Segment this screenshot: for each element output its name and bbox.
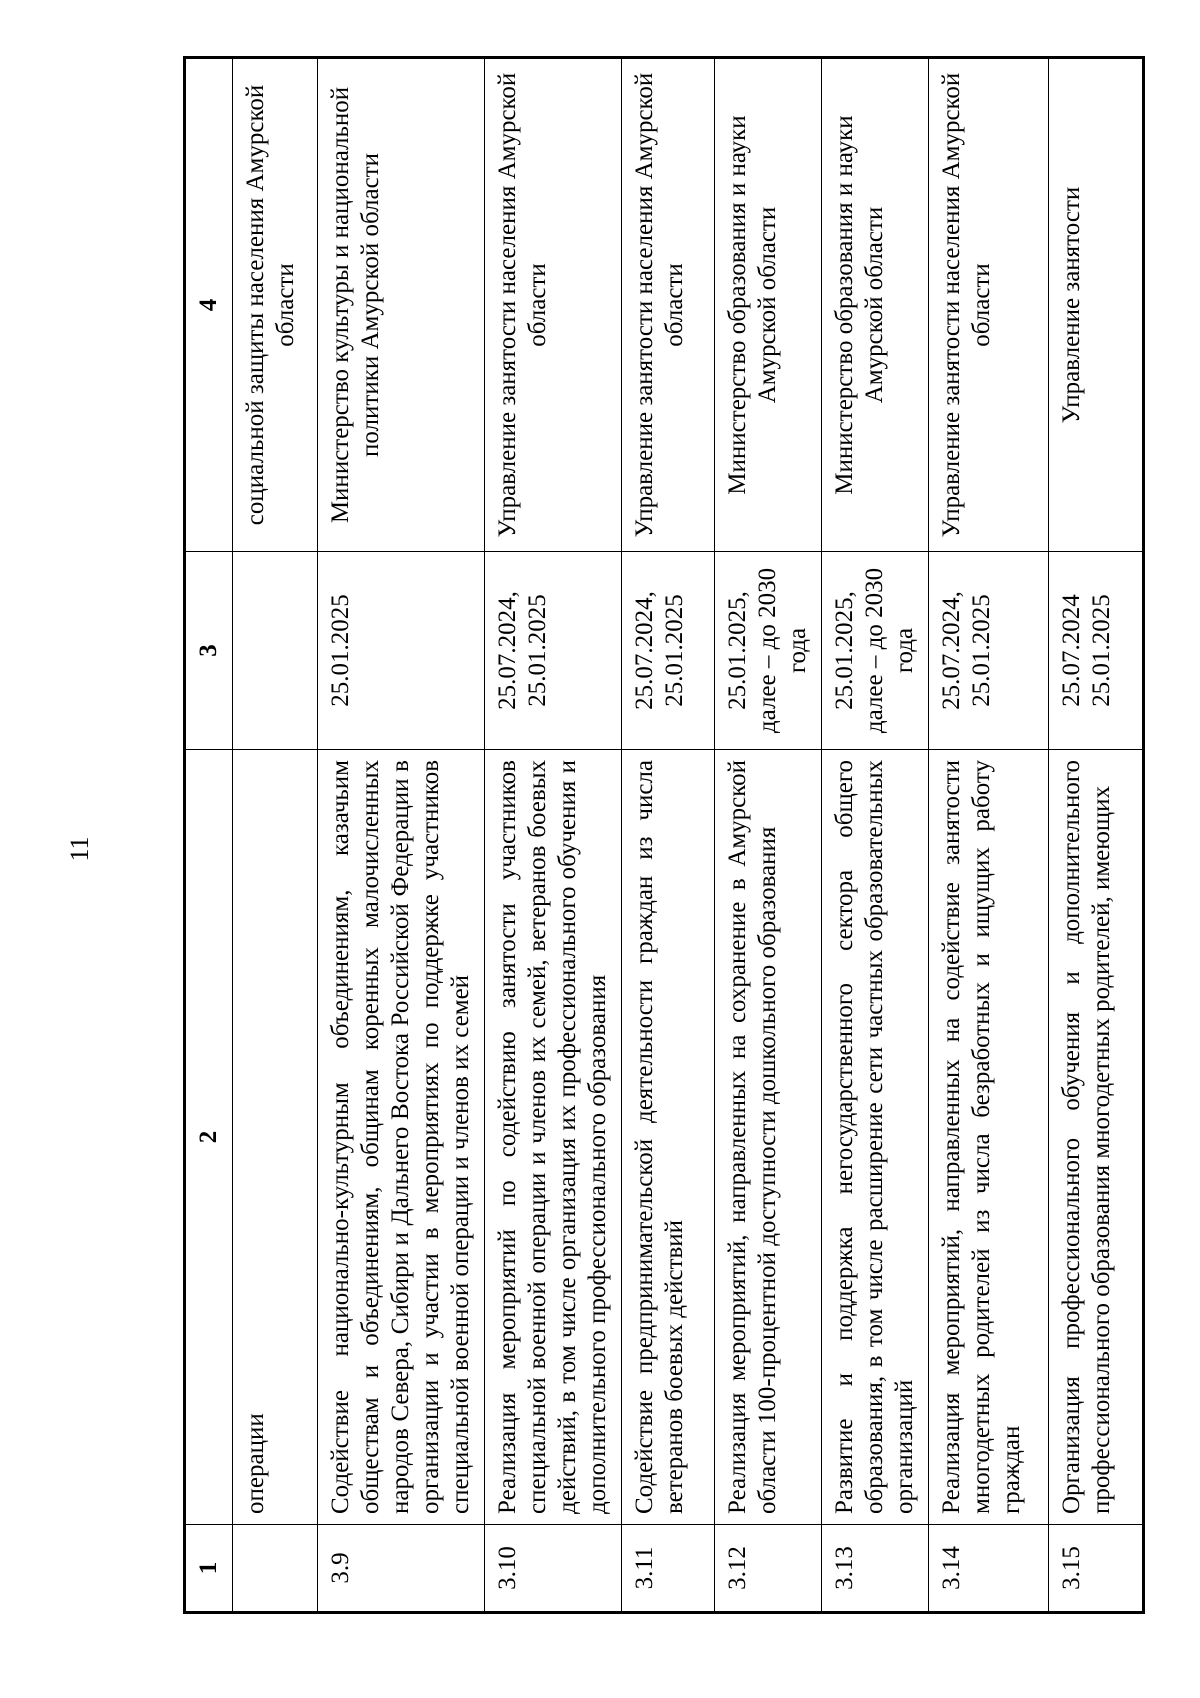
responsible: Министерство культуры и национальной политики Амурской области	[318, 58, 485, 552]
deadline: 25.07.2024, 25.01.2025	[622, 552, 715, 750]
measure-text: Организация профессионального обучения и дополнительного профессионального образования многодетных родителей, имеющих	[1049, 750, 1144, 1525]
table-row	[485, 58, 622, 1613]
row-number: 3.13	[822, 1525, 929, 1613]
header-cell-1: 1	[185, 1525, 233, 1613]
row-number: 3.10	[485, 1525, 622, 1613]
table-row	[233, 58, 318, 1613]
table-header-row	[185, 58, 233, 1613]
table-row	[1049, 58, 1144, 1613]
table-row	[715, 58, 822, 1613]
measure-text: Содействие национально-культурным объединениям, казачьим обществам и объединениям, общинам коренных малочисленных народов Севера, Сибири и Дальнего Востока Российской Федерации в организации и участии в мероприятиях по поддержке участников специальной военной операции и членов их семей	[318, 750, 485, 1525]
row-number: 3.15	[1049, 1525, 1144, 1613]
measure-text: Реализация мероприятий, направленных на сохранение в Амурской области 100-процентной доступности дошкольного образования	[715, 750, 822, 1525]
responsible: Управление занятости	[1049, 58, 1144, 552]
responsible: Управление занятости населения Амурской области	[929, 58, 1049, 552]
table-row	[318, 58, 485, 1613]
deadline: 25.07.2024 25.01.2025	[1049, 552, 1144, 750]
responsible: Управление занятости населения Амурской области	[485, 58, 622, 552]
table-row	[822, 58, 929, 1613]
responsible: социальной защиты населения Амурской области	[233, 58, 318, 552]
responsible: Управление занятости населения Амурской области	[622, 58, 715, 552]
measure-text: Реализация мероприятий, направленных на содействие занятости многодетных родителей из числа безработных и ищущих работу граждан	[929, 750, 1049, 1525]
row-number: 3.11	[622, 1525, 715, 1613]
table-row	[622, 58, 715, 1613]
page-number: 11	[65, 836, 94, 862]
measures-table	[183, 56, 1145, 1614]
header-cell-2: 2	[185, 750, 233, 1525]
deadline: 25.07.2024, 25.01.2025	[929, 552, 1049, 750]
measure-text: операции	[233, 750, 318, 1525]
measure-text: Реализация мероприятий по содействию занятости участников специальной военной операции и членов их семей, ветеранов боевых действий, в том числе организация их профессионального обучения и дополнительного профессионального образования	[485, 750, 622, 1525]
header-cell-4: 4	[185, 58, 233, 552]
row-number: 3.9	[318, 1525, 485, 1613]
header-cell-3: 3	[185, 552, 233, 750]
document-sheet	[183, 59, 1126, 1614]
row-number	[233, 1525, 318, 1613]
deadline: 25.07.2024, 25.01.2025	[485, 552, 622, 750]
deadline: 25.01.2025	[318, 552, 485, 750]
responsible: Министерство образования и науки Амурской области	[715, 58, 822, 552]
deadline: 25.01.2025, далее – до 2030 года	[715, 552, 822, 750]
table-row	[929, 58, 1049, 1613]
measure-text: Развитие и поддержка негосударственного сектора общего образования, в том числе расширение сети частных образовательных организаций	[822, 750, 929, 1525]
row-number: 3.12	[715, 1525, 822, 1613]
measure-text: Содействие предпринимательской деятельности граждан из числа ветеранов боевых действий	[622, 750, 715, 1525]
row-number: 3.14	[929, 1525, 1049, 1613]
responsible: Министерство образования и науки Амурской области	[822, 58, 929, 552]
deadline: 25.01.2025, далее – до 2030 года	[822, 552, 929, 750]
deadline	[233, 552, 318, 750]
